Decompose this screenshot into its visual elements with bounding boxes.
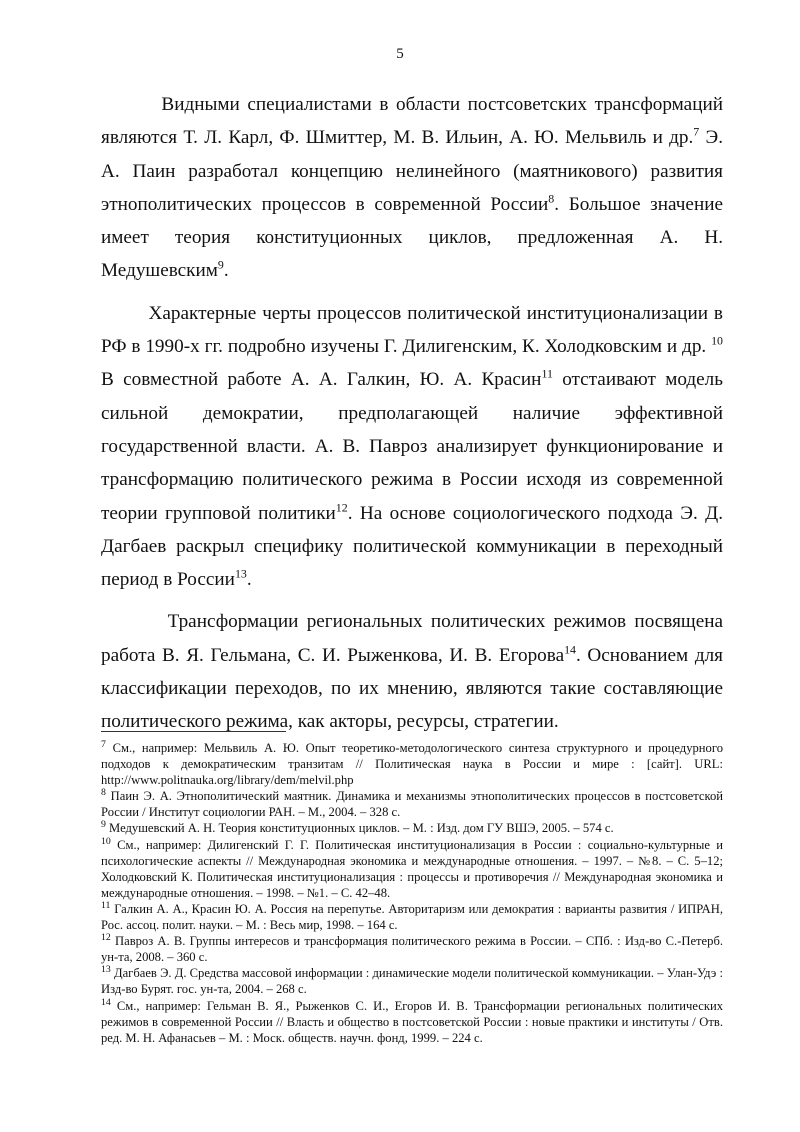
text-run: Характерные черты процессов политической институционализации в РФ в 1990-х гг. подробно изучены Г. Дилигенским, К. Холодковским и др. xyxy=(101,302,723,358)
text-run: Э. А. Паин разработал концепцию нелинейного (маятникового) развития этнополитических процессов в современной России xyxy=(101,127,723,215)
footnote xyxy=(101,901,723,933)
text-run: . Большое значение имеет теория конституционных циклов, предложенная А. Н. Медушевским xyxy=(101,193,723,282)
footnote-text: Павроз А. В. Группы интересов и трансформация политического режима в России. – СПб. : Изд-во С.-Петерб. ун-та, 2008. – 360 с. xyxy=(101,934,723,965)
text-run: . Основанием для классификации переходов, по их мнению, являются такие составляющие политического режима, как акторы, ресурсы, стратегии. xyxy=(101,644,723,733)
footnote xyxy=(101,740,723,788)
footnote xyxy=(101,998,723,1046)
footnote-number: 14 xyxy=(101,996,111,1008)
paragraph xyxy=(101,88,723,288)
footnote-separator xyxy=(101,731,286,732)
footnote xyxy=(101,820,723,836)
footnote-number: 10 xyxy=(101,835,111,847)
footnote xyxy=(101,837,723,901)
footnote-ref: 8 xyxy=(548,191,555,206)
text-run: . xyxy=(223,260,229,282)
paragraph xyxy=(101,297,723,597)
footnote-number: 12 xyxy=(101,931,111,943)
footnote-number: 11 xyxy=(101,899,111,911)
footnote-text: См., например: Мельвиль А. Ю. Опыт теоретико-методологического синтеза структурного и процедурного подходов к демократическим транзитам // Политическая наука в России и мире : [сайт]. URL: http://www.politnauka.org/library/dem/melvil.php xyxy=(101,741,723,788)
footnote-text: Медушевский А. Н. Теория конституционных циклов. – М. : Изд. дом ГУ ВШЭ, 2005. – 574 с. xyxy=(105,821,614,836)
footnote-ref: 9 xyxy=(217,258,224,273)
footnote xyxy=(101,788,723,820)
footnote-ref: 12 xyxy=(335,500,348,515)
text-run: . На основе социологического подхода Э. Д. Дагбаев раскрыл специфику политической коммуникации в переходный период в России xyxy=(101,502,723,591)
footnote-number: 8 xyxy=(101,787,106,799)
footnote-ref: 11 xyxy=(541,366,553,381)
footnote-text: См., например: Дилигенский Г. Г. Политическая институционализация в России : социально-культурные и психологические аспекты // Международная экономика и международные отношения. – 1997. – №8. – С. 5–12; Холодковский К. Политическая институционализация : процессы и противоречия // Международная экономика и международные отношения. – 1998. – №1. – С. 42–48. xyxy=(101,837,723,900)
footnote-text: См., например: Гельман В. Я., Рыженков С. И., Егоров И. В. Трансформации региональных политических режимов в современной России // Власть и общество в постсоветской России : новые практики и институты / Отв. ред. М. Н. Афанасьев – М. : Моск. обществ. научн. фонд, 1999. – 224 с. xyxy=(101,998,723,1045)
page-number: 5 xyxy=(396,46,404,62)
text-run: . xyxy=(246,569,252,591)
footnote-number: 9 xyxy=(101,819,106,831)
footnote xyxy=(101,965,723,997)
footnotes xyxy=(101,740,723,1046)
footnote-ref: 10 xyxy=(711,333,723,348)
footnote-ref: 14 xyxy=(564,642,576,657)
text-run: отстаивают модель сильной демократии, предполагающей наличие эффективной государственной власти. А. В. Павроз анализирует функционирование и трансформацию политического режима в России исходя из современной теории групповой политики xyxy=(101,369,723,524)
text-run: Трансформации региональных политических режимов посвящена работа В. Я. Гельмана, С. И. Рыженкова, И. В. Егорова xyxy=(101,611,723,666)
text-run: Видными специалистами в области постсоветских трансформаций являются Т. Л. Карл, Ф. Шмиттер, М. В. Ильин, А. Ю. Мельвиль и др. xyxy=(101,94,723,149)
footnote-ref: 7 xyxy=(693,124,700,139)
footnote xyxy=(101,933,723,965)
paragraph xyxy=(101,605,723,738)
footnote-number: 13 xyxy=(101,964,111,976)
footnote-text: Дагбаев Э. Д. Средства массовой информации : динамические модели политической коммуникации. – Улан-Удэ : Изд-во Бурят. гос. ун-та, 2004. – 268 с. xyxy=(101,966,723,997)
text-run: В совместной работе А. А. Галкин, Ю. А. Красин xyxy=(101,369,542,391)
footnote-number: 7 xyxy=(101,738,106,750)
footnote-text: Галкин А. А., Красин Ю. А. Россия на перепутье. Авторитаризм или демократия : варианты развития / ИПРАН, Рос. ассоц. полит. науки. – М. : Весь мир, 1998. – 164 с. xyxy=(101,901,723,933)
footnote-text: Паин Э. А. Этнополитический маятник. Динамика и механизмы этнополитических процессов в постсоветской России / Институт социологии РАН. – М., 2004. – 328 с. xyxy=(101,789,723,820)
main-text xyxy=(101,88,723,748)
footnote-ref: 13 xyxy=(234,566,247,581)
